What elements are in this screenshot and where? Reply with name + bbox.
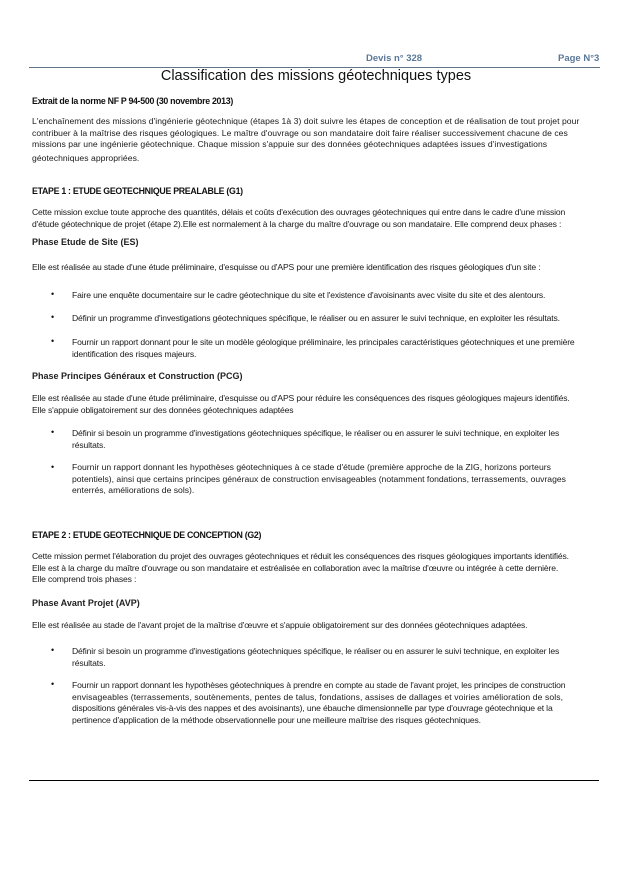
list-item-line: envisageables (terrassements, soutènements, pentes de talus, fondations, assises de dallages et voiries amélioration de sols, [72, 691, 564, 702]
bullet-icon: • [51, 645, 55, 655]
phase-es-heading: Phase Etude de Site (ES) [32, 237, 139, 247]
phase-pcg-heading: Phase Principes Généraux et Construction (PCG) [32, 371, 243, 381]
phase-pcg-intro-line: Elle est réalisée au stade d'une étude préliminaire, d'esquisse ou d'APS pour réduire les conséquences des risques géologiques majeurs identifiés. [32, 393, 570, 403]
list-item-line: dispositions générales vis-à-vis des nappes et des avoisinants), une ébauche dimensionnelle par type d'ouvrage géotechnique et la [72, 703, 553, 714]
list-item-line: Définir si besoin un programme d'investigations géotechniques spécifique, le réaliser ou en assurer le suivi technique, en exploiter les [72, 646, 560, 656]
intro-line: missions par une ingénierie géotechnique. Chaque mission s'appuie sur des données géotechniques adaptées issues d'investigations [32, 139, 548, 150]
intro-line: géotechniques appropriées. [32, 152, 140, 163]
list-item-line: résultats. [72, 439, 106, 450]
list-item-line: potentiels), ainsi que certains principes généraux de construction envisageables (notamment fondations, terrassements, ouvrages [72, 473, 566, 484]
bullet-icon: • [51, 289, 55, 299]
intro-line: contribuer à la maîtrise des risques géologiques. Le maître d'ouvrage ou son mandataire doit faire réaliser successivement chacune de ces [32, 127, 568, 138]
phase-pcg-intro-line: Elle s'appuie obligatoirement sur des données géotechniques adaptées [32, 404, 294, 415]
list-item [72, 680, 602, 726]
bullet-icon: • [51, 427, 55, 437]
list-item-line: enterrés, améliorations de sols). [72, 485, 195, 496]
list-item-line: pertinence d'application de la méthode observationnelle pour une meilleure maîtrise des risques géotechniques. [72, 714, 481, 725]
etape1-description-line: Cette mission exclue toute approche des quantités, délais et coûts d'exécution des ouvrages géotechniques qui entre dans le cadre d'une mission [32, 207, 566, 217]
intro-paragraph [32, 116, 602, 164]
list-item-line: Fournir un rapport donnant pour le site un modèle géologique préliminaire, les principales caractéristiques géotechniques et une première [72, 337, 575, 347]
phase-es-intro: Elle est réalisée au stade d'une étude préliminaire, d'esquisse ou d'APS pour une première identification des risques géologiques d'un site : [32, 262, 541, 272]
etape2-description-line: Cette mission permet l'élaboration du projet des ouvrages géotechniques et réduit les conséquences des risques géologiques importants identifiés. [32, 551, 569, 561]
list-item [72, 646, 602, 669]
list-item-line: Définir un programme d'investigations géotechniques spécifique, le réaliser ou en assurer le suivi technique, en exploiter les résultats. [72, 313, 560, 323]
bullet-icon: • [51, 312, 55, 322]
footer-divider [29, 780, 599, 781]
etape2-description [32, 551, 602, 586]
phase-avp-heading: Phase Avant Projet (AVP) [32, 598, 140, 608]
phase-avp-intro: Elle est réalisée au stade de l'avant projet de la maîtrise d'œuvre et s'appuie obligatoirement sur des données géotechniques adaptées. [32, 620, 528, 630]
bullet-icon: • [51, 336, 55, 346]
page-number: Page N°3 [558, 53, 600, 64]
etape2-description-line: Elle comprend trois phases : [32, 574, 137, 585]
etape2-description-line: Elle est à la charge du maître d'ouvrage ou son mandataire et estréalisée en collaboration avec la maîtrise d'œuvre ou intégrée à cette dernière. [32, 562, 559, 573]
list-item [72, 313, 602, 325]
list-item-line: résultats. [72, 657, 106, 668]
list-item-line: Fournir un rapport donnant les hypothèses géotechniques à prendre en compte au stade de l'avant projet, les principes de construction [72, 680, 566, 690]
bullet-icon: • [51, 679, 55, 689]
list-item [72, 337, 602, 360]
etape1-description-line: d'étude géotechnique de projet (étape 2).Elle est normalement à la charge du maître d'ouvrage ou son mandataire. Elle comprend deux phases : [32, 218, 562, 229]
list-item [72, 290, 602, 302]
list-item-line: identification des risques majeurs. [72, 348, 197, 359]
list-item [72, 428, 602, 451]
phase-pcg-intro [32, 393, 602, 416]
bullet-icon: • [51, 462, 55, 472]
intro-line: L'enchaînement des missions d'ingénierie géotechnique (étapes 1à 3) doit suivre les étapes de conception et de réalisation de tout projet pour [32, 116, 580, 126]
etape1-description [32, 207, 602, 230]
page-title: Classification des missions géotechniques types [160, 68, 472, 84]
list-item-line: Fournir un rapport donnant les hypothèses géotechniques à ce stade d'étude (première approche de la ZIG, horizons porteurs [72, 462, 551, 472]
etape1-heading: ETAPE 1 : ETUDE GEOTECHNIQUE PREALABLE (G1) [32, 186, 243, 196]
list-item-line: Faire une enquête documentaire sur le cadre géotechnique du site et l'existence d'avoisinants avec visite du site et des alentours. [72, 290, 546, 300]
etape2-heading: ETAPE 2 : ETUDE GEOTECHNIQUE DE CONCEPTION (G2) [32, 530, 262, 540]
list-item [72, 462, 602, 497]
extract-heading: Extrait de la norme NF P 94-500 (30 novembre 2013) [32, 96, 233, 106]
list-item-line: Définir si besoin un programme d'investigations géotechniques spécifique, le réaliser ou en assurer le suivi technique, en exploiter les [72, 428, 560, 438]
devis-number: Devis n° 328 [366, 53, 423, 64]
